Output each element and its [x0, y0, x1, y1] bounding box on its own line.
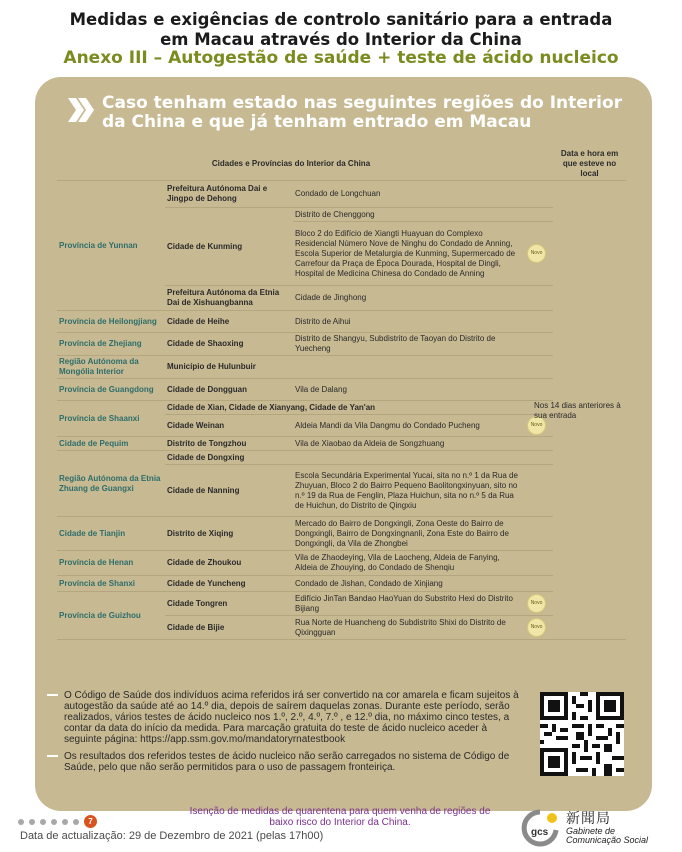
gcs-chinese-name: 新聞局	[566, 811, 611, 827]
gcs-abbr: gcs	[531, 827, 549, 838]
page-dot[interactable]	[51, 819, 57, 825]
table-row	[57, 333, 626, 356]
place-cell: Condado de Jishan, Condado de Xinjiang	[293, 576, 525, 592]
table-row	[57, 181, 626, 208]
table-row	[57, 551, 626, 576]
page-dot[interactable]	[73, 819, 79, 825]
place-cell: Vila de Dalang	[293, 379, 525, 401]
province-cell: Província de Guangdong	[57, 379, 165, 401]
city-cell: Município de Hulunbuir	[165, 356, 293, 379]
exemption-note: Isenção de medidas de quarentena para quem venha de regiões de baixo risco do Interior da China.	[189, 806, 491, 828]
city-cell: Cidade de Shaoxing	[165, 333, 293, 356]
city-cell: Cidade de Kunming	[165, 208, 293, 286]
city-cell: Distrito de Xiqing	[165, 517, 293, 551]
dash-icon	[47, 755, 58, 757]
city-cell: Cidade de Zhoukou	[165, 551, 293, 576]
place-cell: Rua Norte de Huancheng do Subdistrito Shixi do Distrito de Qixingguan	[293, 616, 525, 640]
table-row	[57, 517, 626, 551]
place-cell: Mercado do Bairro de Dongxingli, Zona Oeste do Bairro de Dongxingli, Bairro de Dongxingnanli, Zona Este do Bairro de Dongxingli, da Vila de Zhongbei	[293, 517, 525, 551]
city-cell: Prefeitura Autónoma da Etnia Dai de Xishuangbanna	[165, 286, 293, 311]
city-cell: Cidade Tongren	[165, 592, 293, 616]
panel-title: Caso tenham estado nas seguintes regiões do Interior da China e que já tenham entrado em Macau	[102, 93, 623, 132]
province-cell: Província de Guizhou	[57, 592, 165, 640]
table-row	[57, 437, 626, 451]
col-regions-header: Cidades e Províncias do Interior da China	[57, 148, 525, 181]
note-text: O Código de Saúde dos indivíduos acima referidos irá ser convertido na cor amarela e ficam sujeitos à autogestão da saúde até ao 14.º dia, depois de saírem daquelas zonas. Durante este período, serão realizados, vários testes de ácido nucleico nos 1.º, 2.º, 4.º, 7.º , e 12.º dia, no máximo cinco testes, a contar da data do início da medida. Para marcação gratuita do teste de ácido nucleico aceder à seguinte página: https://app.ssm.gov.mo/mandatoryrnatestbook	[64, 690, 519, 745]
gcs-name-line1: Gabinete de	[566, 826, 616, 836]
city-cell: Cidade de Bijie	[165, 616, 293, 640]
page-dot[interactable]	[18, 819, 24, 825]
col-date-header: Data e hora em que esteve no local	[553, 148, 626, 181]
place-cell: Bloco 2 do Edifício de Xiangti Huayuan do Complexo Residencial Número Nove de Ninghu do Condado de Anning, Escola Superior de Metalurgia de Kunming, Supermercado de Carrefour da Praça de Época Dourada, Hospital de Dingli, Hospital de Medicina Chinesa do Condado de Anning	[293, 222, 525, 286]
province-cell: Cidade de Tianjin	[57, 517, 165, 551]
page-title: Medidas e exigências de controlo sanitário para a entrada em Macau através do Interior da China	[69, 10, 613, 49]
province-cell: Província de Heilongjiang	[57, 311, 165, 333]
date-value: Nos 14 dias anteriores à sua entrada	[534, 401, 621, 420]
province-cell: Região Autónoma da Etnia Zhuang de Guangxi	[57, 451, 165, 517]
place-cell: Aldeia Mandi da Vila Dangmu do Condado Pucheng	[293, 415, 525, 437]
city-cell: Cidade Weinan	[165, 415, 293, 437]
province-cell: Província de Zhejiang	[57, 333, 165, 356]
table-row	[57, 451, 626, 465]
province-cell: Cidade de Pequim	[57, 437, 165, 451]
place-cell: Distrito de Chenggong	[293, 208, 525, 222]
qr-code-icon[interactable]	[540, 692, 624, 776]
place-cell: Vila de Xiaobao da Aldeia de Songzhuang	[293, 437, 525, 451]
gcs-portuguese-name	[566, 827, 648, 845]
note-item	[47, 690, 521, 745]
new-badge: Novo	[527, 244, 546, 263]
gcs-logo	[518, 808, 668, 848]
place-cell: Distrito de Shangyu, Subdistrito de Taoyan do Distrito de Yuecheng	[293, 333, 525, 356]
new-badge: Novo	[527, 416, 546, 435]
city-cell: Cidade de Dongguan	[165, 379, 293, 401]
province-cell: Região Autónoma da Mongólia Interior	[57, 356, 165, 379]
city-cell: Cidade de Xian, Cidade de Xianyang, Cidade de Yan'an	[165, 401, 525, 415]
province-cell: Província de Henan	[57, 551, 165, 576]
table-row	[57, 576, 626, 592]
province-cell: Província de Yunnan	[57, 181, 165, 311]
page-dot[interactable]	[40, 819, 46, 825]
update-date: Data de actualização: 29 de Dezembro de 2021 (pelas 17h00)	[20, 830, 324, 842]
place-cell: Edifício JinTan Bandao HaoYuan do Substrito Hexi do Distrito Bijiang	[293, 592, 525, 616]
double-chevron-icon	[66, 96, 96, 124]
new-badge: Novo	[527, 594, 546, 613]
table-header-row	[57, 148, 626, 181]
city-cell: Cidade de Yuncheng	[165, 576, 293, 592]
city-cell: Cidade de Dongxing	[165, 451, 293, 465]
city-cell: Distrito de Tongzhou	[165, 437, 293, 451]
city-cell: Cidade de Heihe	[165, 311, 293, 333]
table-row	[57, 356, 626, 379]
table-row	[57, 311, 626, 333]
new-badge: Novo	[527, 618, 546, 637]
place-cell: Distrito de Aihui	[293, 311, 525, 333]
dash-icon	[47, 694, 58, 696]
city-cell: Prefeitura Autónoma Dai e Jingpo de Dehong	[165, 181, 293, 208]
page-dot[interactable]	[29, 819, 35, 825]
table-row	[57, 379, 626, 401]
gcs-logo-icon	[518, 808, 562, 848]
place-cell: Escola Secundária Experimental Yucai, sita no n.º 1 da Rua de Zhuyuan, Bloco 2 do Bairro Pequeno Baolitongxinyuan, sito no n.º 19 da Rua de Fenglin, Plaza Huichun, sita no n.º 5 da Rua de Huichun, do Distrito de Qingxiu	[293, 465, 525, 517]
note-item	[47, 751, 521, 773]
place-cell	[293, 356, 525, 379]
pager	[18, 813, 97, 825]
province-cell: Província de Shanxi	[57, 576, 165, 592]
page-dot[interactable]	[62, 819, 68, 825]
table-row	[57, 592, 626, 616]
city-cell: Cidade de Nanning	[165, 465, 293, 517]
place-cell: Cidade de Jinghong	[293, 286, 525, 311]
place-cell	[293, 451, 525, 465]
notes	[47, 690, 521, 779]
page-subtitle: Anexo III – Autogestão de saúde + teste de ácido nucleico	[63, 48, 619, 68]
place-cell: Condado de Longchuan	[293, 181, 525, 208]
province-cell: Província de Shaanxi	[57, 401, 165, 437]
gcs-name-line2: Comunicação Social	[566, 835, 649, 845]
place-cell: Vila de Zhaodeying, Vila de Laocheng, Aldeia de Fanying, Aldeia de Zhouying, do Condado de Shenqiu	[293, 551, 525, 576]
note-text: Os resultados dos referidos testes de ácido nucleico não serão carregados no sistema de Código de Saúde, pelo que não serão permitidos para o uso de passagem fronteiriça.	[64, 751, 510, 773]
current-page[interactable]: 7	[84, 815, 97, 828]
regions-table	[57, 148, 626, 640]
